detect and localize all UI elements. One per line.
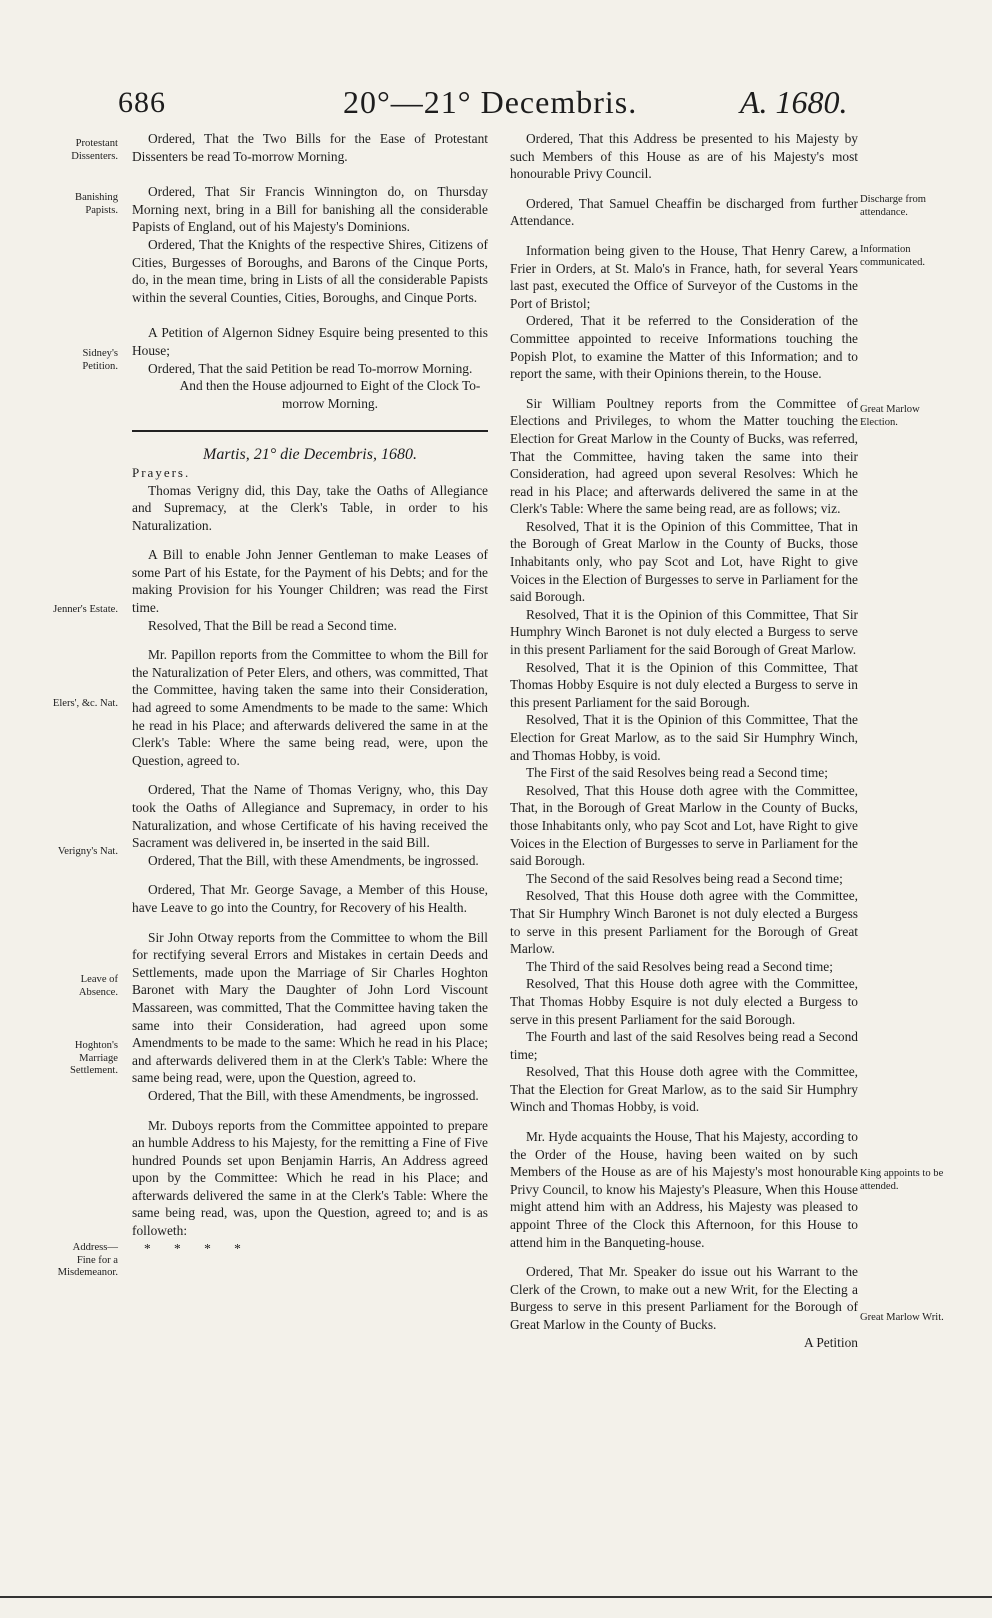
paragraph: Ordered, That the Knights of the respective Shires, Citizens of Cities, Burgesses of Boroughs, and Barons of the Cinque Ports, do, in the mean time, bring in Lists of all the considerable Papists within the several Counties, Cities, Boroughs, and Cinque Ports. (132, 236, 488, 305)
page-header (0, 78, 992, 128)
paragraph: Ordered, That the Bill, with these Amendments, be ingrossed. (148, 852, 479, 868)
omission-stars: * * * * (144, 1240, 251, 1256)
paragraph: Mr. Hyde acquaints the House, That his Majesty, according to the Order of the House, having been waited on by such Members of the House as are of his Majesty's most honourable Privy Council, to know his Majesty's Pleasure, When this House might attend him with an Address, his Majesty was pleased to appoint Three of the Clock this Afternoon, for this House to attend him in the Banqueting-house. (510, 1129, 858, 1250)
paragraph: Ordered, That Mr. Speaker do issue out his Warrant to the Clerk of the Crown, to make out a new Writ, for the Electing a Burgess to serve in this present Parliament for the Borough of Great Marlow in the County of Bucks. (510, 1264, 858, 1332)
paragraph: Ordered, That Mr. George Savage, a Member of this House, have Leave to go into the Country, for Recovery of his Health. (132, 882, 488, 915)
margin-note: Banishing Papists. (75, 192, 118, 216)
paragraph: Resolved, That this House doth agree with the Committee, That, in the Borough of Great Marlow in the County of Bucks, those Inhabitants only, who pay Scot and Lot, have Right to give Voices in the Election of Burgesses to serve in Parliament for the said Borough. (510, 782, 858, 869)
paragraph: The First of the said Resolves being read a Second time; (526, 765, 828, 781)
prayers-label: Prayers. (132, 464, 191, 480)
paragraph: Sir John Otway reports from the Committee to whom the Bill for rectifying several Errors and Mistakes in certain Deeds and Settlements, made upon the Marriage of Sir Charles Hoghton Baronet with Mary the Daughter of John Lord Viscount Massareen, was committed, That the Committee having taken the same into their Consideration, had agreed upon some Amendments to be made to the same: Which he read in his Place; and afterwards delivered them in at the Clerk's Table: Where the same being read, were, upon the Question, agreed to. (132, 929, 488, 1086)
margin-note: Great Marlow Election. (860, 404, 920, 428)
paragraph: Resolved, That it is the Opinion of this Committee, That Sir Humphry Winch Baronet is not duly elected a Burgess to serve in this present Parliament for the said Borough of Great Marlow. (510, 606, 858, 658)
paragraph: Information being given to the House, That Henry Carew, a Frier in Orders, at St. Malo's in France, hath, for several Years last past, executed the Office of Surveyor of the Customs in the Port of Bristol; (510, 242, 858, 311)
paragraph: A Petition of Algernon Sidney Esquire being presented to this House; (132, 325, 488, 358)
margin-note: King appoints to be attended. (860, 1168, 944, 1192)
left-column (132, 130, 488, 1257)
paragraph: Ordered, That this Address be presented to his Majesty by such Members of this House as are of his Majesty's most honourable Privy Council. (510, 131, 858, 182)
margin-note: Information communicated. (860, 244, 926, 268)
margin-note: Elers', &c. Nat. (52, 698, 118, 709)
page-year: A. 1680. (740, 84, 848, 120)
paragraph: A Bill to enable John Jenner Gentleman to make Leases of some Part of his Estate, for the Payment of his Debts; and for the making Provision for his Younger Children; was read the First time. (132, 547, 488, 616)
paragraph: Resolved, That the Bill be read a Second time. (148, 617, 397, 633)
margin-note: Protestant Dissenters. (71, 138, 118, 162)
paragraph: Sir William Poultney reports from the Committee of Elections and Privileges, to whom the Matter touching the Election for Great Marlow in the County of Bucks, was referred, That the Committee, having taken the same into their Consideration, had agreed upon several Resolves: Which he read in his Place; and afterwards delivered the same in at the Clerk's Table: Where the same being read, are as follows; viz. (510, 395, 858, 517)
paragraph: Mr. Papillon reports from the Committee to whom the Bill for the Naturalization of Peter Elers, and others, was committed, That the Committee, having taken the same into their Consideration, had agreed to some Amendments to be made to the same: Which he read in his Place; and afterwards delivered the same in at the Clerk's Table: Where the same being read, were, upon the Question, agreed to. (132, 647, 488, 768)
paragraph: Resolved, That this House doth agree with the Committee, That the Election for Great Marlow, as to the said Sir Humphry Winch and Thomas Hobby, is void. (510, 1064, 858, 1115)
day-heading: Martis, 21° die Decembris, 1680. (203, 446, 417, 464)
paragraph: Resolved, That this House doth agree with the Committee, That Sir Humphry Winch Baronet is not duly elected a Burgess to serve in this present Parliament for the Borough of Great Marlow. (510, 888, 858, 957)
catchword: A Petition (804, 1334, 858, 1350)
paragraph: Resolved, That this House doth agree with the Committee, That Thomas Hobby Esquire is not duly elected a Burgess to serve in this present Parliament for the said Borough. (510, 976, 858, 1027)
margin-note: Jenner's Estate. (53, 604, 118, 615)
right-column (510, 130, 858, 1351)
margin-note: Address— Fine for a Misdemeanor. (57, 1242, 118, 1278)
section-rule (132, 430, 488, 432)
page-number: 686 (118, 86, 166, 119)
page-date: 20°—21° Decembris. (343, 84, 638, 120)
margin-note: Sidney's Petition. (82, 348, 118, 372)
margin-note: Verigny's Nat. (57, 846, 118, 857)
paragraph: Mr. Duboys reports from the Committee appointed to prepare an humble Address to his Majesty, for the remitting a Fine of Five hundred Pounds set upon Benjamin Harris, An Address agreed upon by the Committee: Which he read in his Place; and afterwards delivered the same in at the Clerk's Table: Where the same being read, was, upon the Question, agreed to; and is as followeth: (132, 1117, 488, 1239)
paragraph: Resolved, That it is the Opinion of this Committee, That the Election for Great Marlow, as to the said Sir Humphry Winch, and Thomas Hobby, is void. (510, 712, 858, 763)
paragraph: Ordered, That the said Petition be read To-morrow Morning. (148, 360, 473, 376)
paragraph: Ordered, That it be referred to the Consideration of the Committee appointed to receive Informations touching the Popish Plot, to examine the Matter of this Information; and to report the same, with their Opinions therein, to the House. (510, 313, 858, 382)
paragraph: Resolved, That it is the Opinion of this Committee, That in the Borough of Great Marlow in the County of Bucks, those Inhabitants only, who pay Scot and Lot, have Right to give Voices in the Election of Burgesses to serve in Parliament for the said Borough. (510, 518, 858, 605)
margin-note: Hoghton's Marriage Settlement. (70, 1040, 118, 1076)
paragraph: The Third of the said Resolves being read a Second time; (526, 958, 833, 974)
adjournment: And then the House adjourned to Eight of the Clock To-morrow Morning. (179, 378, 481, 411)
paragraph: Resolved, That it is the Opinion of this Committee, That Thomas Hobby Esquire is not duly elected a Burgess to serve in this present Parliament for the said Borough. (510, 659, 858, 710)
paragraph: Ordered, That the Two Bills for the Ease of Protestant Dissenters be read To-morrow Morning. (132, 131, 488, 164)
paragraph: Ordered, That Sir Francis Winnington do, on Thursday Morning next, bring in a Bill for banishing all the considerable Papists of England, out of his Majesty's Dominions. (132, 184, 488, 235)
paragraph: Ordered, That the Bill, with these Amendments, be ingrossed. (148, 1087, 479, 1103)
paragraph: Ordered, That the Name of Thomas Verigny, who, this Day took the Oaths of Allegiance and Supremacy, in order to his Naturalization, and whose Certificate of his having received the Sacrament was delivered in, be inserted in the said Bill. (132, 782, 488, 851)
paragraph: The Second of the said Resolves being read a Second time; (526, 870, 843, 886)
margin-note: Discharge from attendance. (860, 194, 926, 218)
paragraph: The Fourth and last of the said Resolves being read a Second time; (510, 1029, 858, 1062)
page-bottom-rule (0, 1596, 992, 1598)
paragraph: Thomas Verigny did, this Day, take the Oaths of Allegiance and Supremacy, at the Clerk's Table, in order to his Naturalization. (132, 482, 488, 533)
paragraph: Ordered, That Samuel Cheaffin be discharged from further Attendance. (510, 195, 858, 229)
margin-note: Leave of Absence. (78, 974, 118, 998)
margin-note: Great Marlow Writ. (860, 1312, 944, 1323)
